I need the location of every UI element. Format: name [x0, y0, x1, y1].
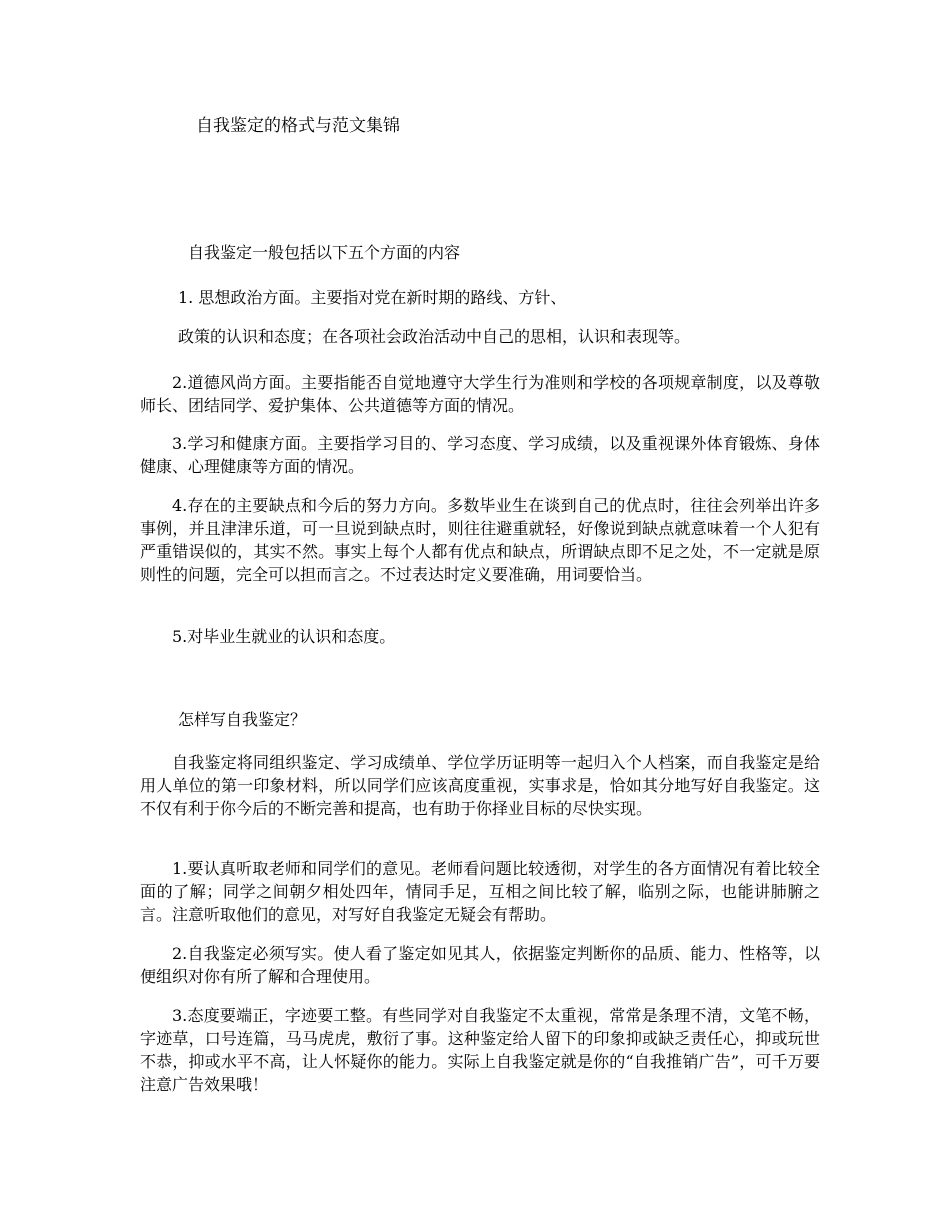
- paragraph-tip-1: 1.要认真听取老师和同学们的意见。老师看问题比较透彻，对学生的各方面情况有着比较全面的了解；同学之间朝夕相处四年，情同手足，互相之间比较了解，临别之际，也能讲肺腑之言。注意听取他们的意见，对写好自我鉴定无疑会有帮助。: [140, 859, 820, 924]
- paragraph-tip-2: 2.自我鉴定必须写实。使人看了鉴定如见其人，依据鉴定判断你的品质、能力、性格等，以便组织对你有所了解和合理使用。: [140, 944, 820, 986]
- section-heading-contents: 自我鉴定一般包括以下五个方面的内容: [188, 243, 461, 262]
- paragraph-item-2: 2.道德风尚方面。主要指能否自觉地遵守大学生行为准则和学校的各项规章制度，以及尊敬师长、团结同学、爱护集体、公共道德等方面的情况。: [140, 373, 820, 415]
- paragraph-item-3: 3.学习和健康方面。主要指学习目的、学习态度、学习成绩，以及重视课外体育锻炼、身体健康、心理健康等方面的情况。: [140, 434, 820, 476]
- paragraph-intro: 自我鉴定将同组织鉴定、学习成绩单、学位学历证明等一起归入个人档案，而自我鉴定是给用人单位的第一印象材料，所以同学们应该高度重视，实事求是，恰如其分地写好自我鉴定。这不仅有利于你今后的不断完善和提高，也有助于你择业目标的尽快实现。: [140, 753, 820, 818]
- paragraph-tip-3: 3.态度要端正，字迹要工整。有些同学对自我鉴定不太重视，常常是条理不清，文笔不畅，字迹草，口号连篇，马马虎虎，敷衍了事。这种鉴定给人留下的印象抑或缺乏责任心，抑或玩世不恭，抑或水平不高，让人怀疑你的能力。实际上自我鉴定就是你的“自我推销广告”，可千万要注意广告效果哦！: [140, 1006, 820, 1094]
- document-title: 自我鉴定的格式与范文集锦: [196, 116, 400, 136]
- paragraph-item-1-continued: 政策的认识和态度；在各项社会政治活动中自己的思相，认识和表现等。: [178, 327, 691, 346]
- paragraph-item-4: 4.存在的主要缺点和今后的努力方向。多数毕业生在谈到自己的优点时，往往会列举出许多事例，并且津津乐道，可一旦说到缺点时，则往往避重就轻，好像说到缺点就意味着一个人犯有严重错误似的，其实不然。事实上每个人都有优点和缺点，所谓缺点即不足之处，不一定就是原则性的问题，完全可以担而言之。不过表达时定义要准确，用词要恰当。: [140, 496, 820, 584]
- paragraph-item-5: 5.对毕业生就业的认识和态度。: [172, 627, 396, 646]
- section-heading-how-to-write: 怎样写自我鉴定？: [178, 710, 307, 729]
- paragraph-item-1: 1. 思想政治方面。主要指对党在新时期的路线、方针、: [178, 288, 567, 307]
